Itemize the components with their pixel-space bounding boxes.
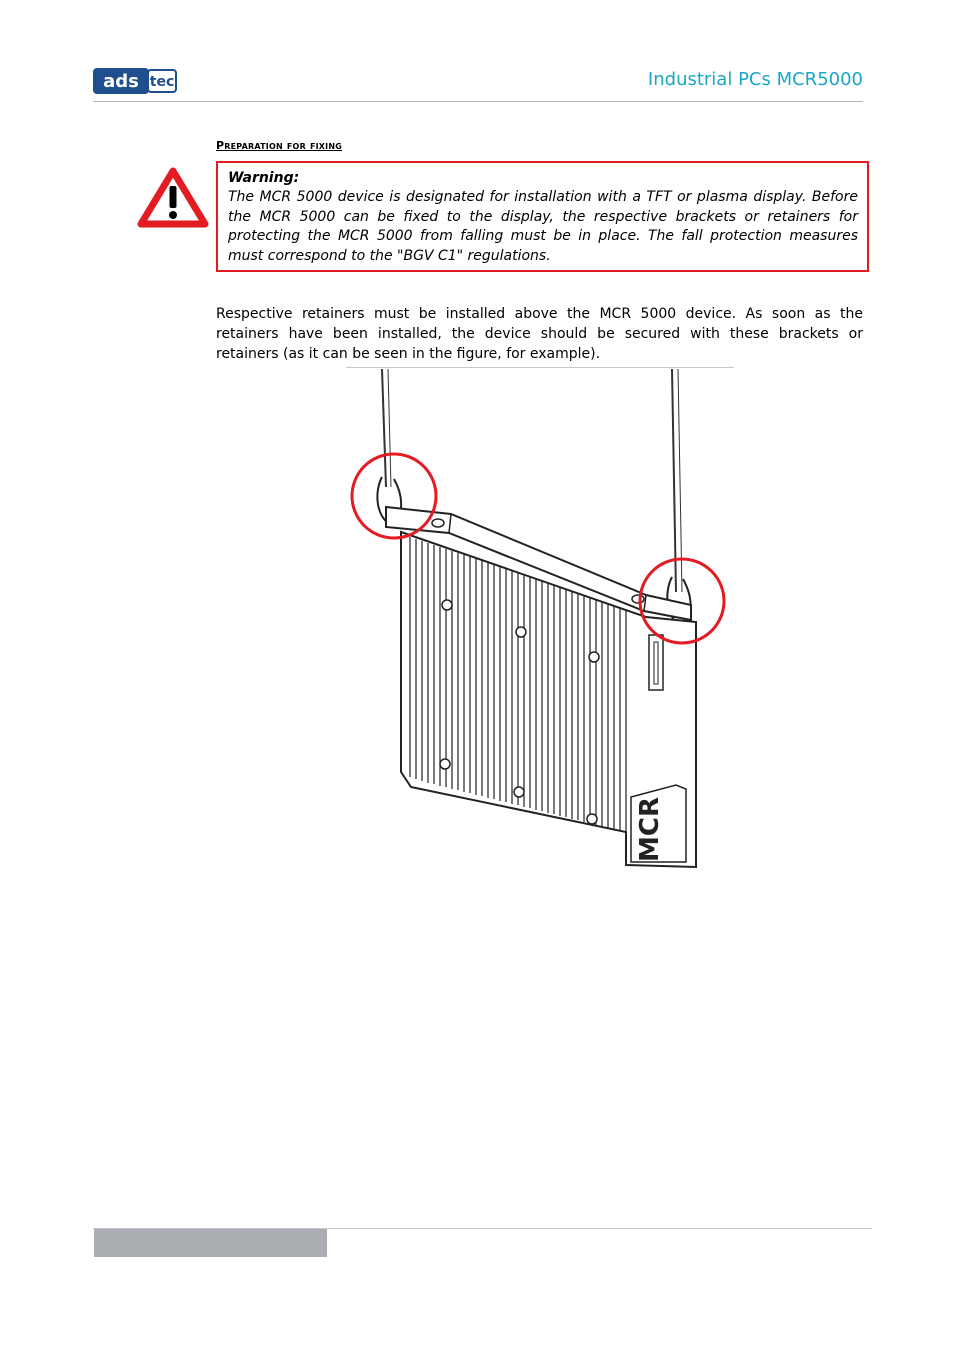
svg-text:ads: ads [103,71,139,92]
device-mounting-figure [346,367,736,872]
warning-triangle-icon [137,166,209,228]
svg-text:tec: tec [149,74,175,90]
adstec-logo [93,68,177,94]
svg-text:MCR: MCR [635,797,665,862]
body-paragraph: Respective retainers must be installed above the MCR 5000 device. As soon as the retainers have been installed, the device should be secured with these brackets or retainers (as it can be seen in the figure, for example). [216,306,863,362]
warning-box [216,161,869,272]
footer-bar [94,1229,327,1257]
section-heading: Preparation for fixing [216,139,343,152]
warning-title: Warning: [228,170,300,186]
header-divider [93,101,863,102]
warning-text: The MCR 5000 device is designated for installation with a TFT or plasma display. Before the MCR 5000 can be fixed to the display, the respective brackets or retainers for protecting the MCR 5000 from falling must be in place. The fall protection measures must correspond to the "BGV C1" regulations. [228,189,858,264]
document-title: Industrial PCs MCR5000 [647,69,863,90]
